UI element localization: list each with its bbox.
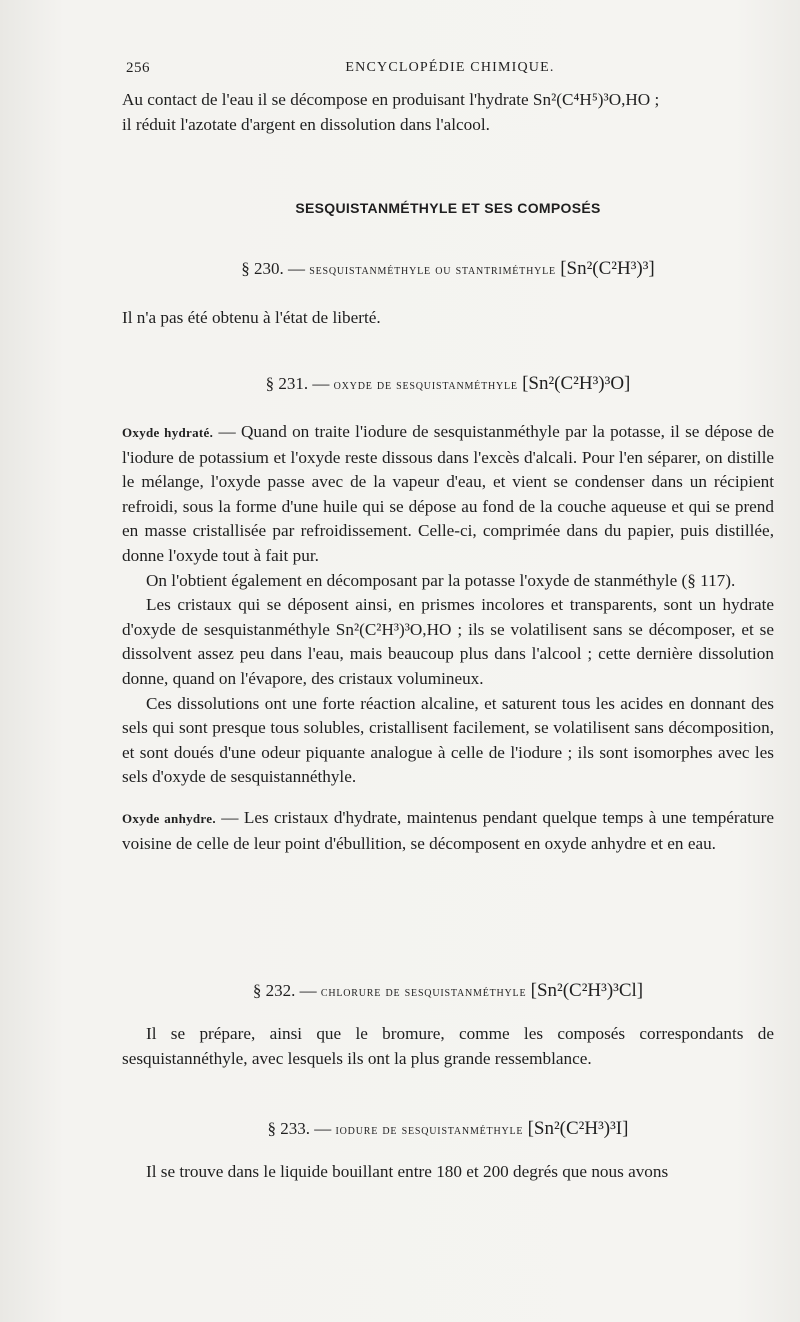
section-233-text: Il se trouve dans le liquide bouillant entre 180 et 200 degrés que nous avons [146,1162,669,1181]
intro-paragraph [122,88,774,137]
paragraph-oxyde-hydrate [122,420,774,569]
section-233-body [122,1160,774,1185]
section-233-title: iodure de sesquistanméthyle [335,1123,524,1138]
section-232-body [122,1022,774,1071]
paragraph-stanmethyle: On l'obtient également en décomposant par la potasse l'oxyde de stanméthyle (§ 117). [146,570,736,590]
lead-oxyde-hydrate: Oxyde hydraté. [122,425,214,440]
running-title: ENCYCLOPÉDIE CHIMIQUE. [345,60,555,75]
paragraph-oxyde-anhydre-text: — Les cristaux d'hydrate, maintenus pendant quelque temps à une température voisine de celle de leur point d'ébullition, se décomposent en oxyde anhydre et en eau. [122,807,775,853]
intro-line-1: Au contact de l'eau il se décompose en produisant l'hydrate Sn²(C⁴H⁵)³O,HO ; [122,90,660,109]
section-title: SESQUISTANMÉTHYLE ET SES COMPOSÉS [295,200,601,216]
running-header [126,60,774,80]
section-230-title: sesquistanméthyle ou stantriméthyle [309,263,556,278]
section-232-heading [122,980,774,1002]
section-231-formula: [Sn²(C²H³)³O] [522,373,631,394]
section-231-number: § 231. — [265,374,330,393]
section-231-title: oxyde de sesquistanméthyle [333,378,518,393]
section-233-formula: [Sn²(C²H³)³I] [527,1118,629,1139]
paragraph-oxyde-hydrate-text: — Quand on traite l'iodure de sesquistanméthyle par la potasse, il se dépose de l'iodure de potassium et l'oxyde reste dissous dans l'excès d'alcali. Pour l'en séparer, on distille le mélange, l'oxyde passe avec de la vapeur d'eau, et vient se condenser dans un récipient refroidi, sous la forme d'une huile qui se dépose au fond de la couche aqueuse et qui se prend en masse cristallisée par refroidissement. Celle-ci, comprimée dans du papier, puis distillée, donne l'oxyde tout à fait pur. [122,422,774,565]
section-230-text: Il n'a pas été obtenu à l'état de liberté. [122,308,381,327]
lead-oxyde-anhydre: Oxyde anhydre. [122,810,216,826]
section-230-formula: [Sn²(C²H³)³] [560,258,655,279]
page-number: 256 [126,60,150,76]
section-232-number: § 232. — [252,981,317,1000]
section-231-body [122,420,774,856]
paragraph-cristaux: Les cristaux qui se déposent ainsi, en prismes incolores et transparents, sont un hydrate d'oxyde de sesquistanméthyle Sn²(C²H³)³O,HO ; ils se volatilisent sans se décomposer, et se dissolvent assez peu dans l'eau, mais beaucoup plus dans l'alcool ; cette dernière dissolution donne, quand on l'évapore, des cristaux volumineux. [122,595,774,688]
section-232-formula: [Sn²(C²H³)³Cl] [530,980,644,1001]
paragraph-dissolutions: Ces dissolutions ont une forte réaction alcaline, et saturent tous les acides en donnant des sels qui sont presque tous solubles, cristallisent facilement, se volatilisent sans décomposition, et sont doués d'une odeur piquante analogue à celle de l'iodure ; ils sont isomorphes avec les sels d'oxyde de sesquistannéthyle. [122,693,774,787]
section-230-body [122,306,774,331]
section-230-heading [122,258,774,280]
section-233-number: § 233. — [267,1119,332,1138]
section-232-text: Il se prépare, ainsi que le bromure, comme les composés correspondants de sesquistannéthyle, avec lesquels ils ont la plus grande ressemblance. [122,1024,774,1068]
intro-line-2: il réduit l'azotate d'argent en dissolution dans l'alcool. [122,114,490,134]
section-233-heading [122,1118,774,1140]
section-232-title: chlorure de sesquistanméthyle [320,985,527,1000]
section-231-heading [122,373,774,395]
section-230-number: § 230. — [241,259,305,278]
paragraph-oxyde-anhydre [122,806,774,856]
